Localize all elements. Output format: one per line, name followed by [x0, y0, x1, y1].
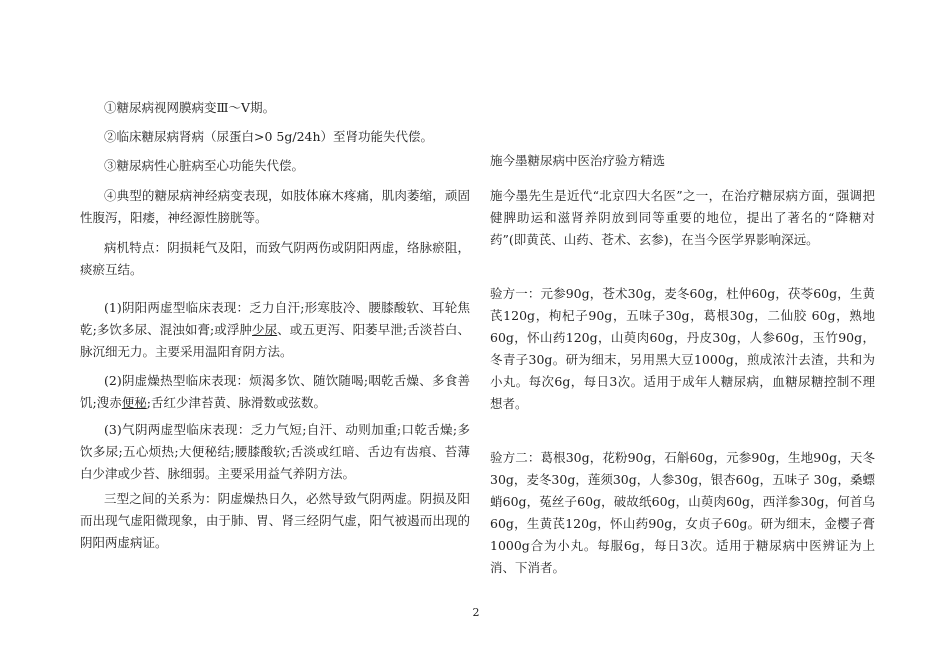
type3-paragraph: (3)气阴两虚型临床表现：乏力气短;自汗、动则加重;口乾舌燥;多饮多尿;五心烦热;大便秘结;腰膝酸软;舌淡或红暗、舌边有齿痕、苔薄白少津或少苔、脉细弱。主要采用益气养阴方法。	[80, 422, 470, 481]
page-number: 2	[472, 606, 480, 619]
recipe-one-paragraph: 验方一：元参90g，苍术30g，麦冬60g，杜仲60g，茯苓60g，生黄芪120g，枸杞子90g，五味子30g，葛根30g，二仙胶 60g，熟地60g，怀山药120g，山萸肉60g，丹皮30g，人参60g，玉竹90g，冬青子30g。研为细末，另用黑大豆1000g，煎成浓汁去渣，共和为小丸。每次6g，每日3次。适用于成年人糖尿病，血糖尿糖控制不理想者。	[490, 286, 875, 411]
list-item-neuropathy: ④典型的糖尿病神经病变表现，如肢体麻木疼痛，肌肉萎缩，顽固性腹泻，阳痿，神经源性膀胱等。	[80, 188, 470, 225]
list-item-cardiopathy: ③糖尿病性心脏病至心功能失代偿。	[104, 158, 305, 173]
pathology-paragraph: 病机特点：阴损耗气及阳，而致气阴两伤或阴阳两虚，络脉瘀阻，痰瘀互结。	[80, 240, 470, 277]
recipe-two-paragraph: 验方二：葛根30g，花粉90g，石斛60g，元参90g，生地90g，天冬30g，麦冬30g，莲须30g，人参30g，银杏60g，五味子 30g，桑螵蛸60g，菟丝子60g，破故纸60g，山萸肉60g，西洋参30g，何首乌60g，生黄芪120g，怀山药90g，女贞子60g。研为细末，金樱子膏1000g合为小丸。每服6g，每日3次。适用于糖尿病中医辨证为上消、下消者。	[490, 450, 875, 575]
type2-underlined: 便秘	[121, 395, 147, 410]
type2-text-b: ;舌红少津苔黄、脉滑数或弦数。	[146, 395, 326, 410]
list-item-nephropathy: ②临床糖尿病肾病（尿蛋白>0 5g/24h）至肾功能失代偿。	[104, 129, 434, 144]
type2-text-a: (2)阴虚燥热型临床表现：烦渴多饮、随饮随喝;咽乾舌燥、多食善饥;溲赤	[80, 373, 470, 410]
type1-paragraph	[80, 297, 470, 363]
list-item-retinopathy: ①糖尿病视网膜病变Ⅲ～Ⅴ期。	[104, 100, 276, 115]
type1-text-b: 、或五更泻、阳萎早泄;舌淡苔白、脉沉细无力。主要采用温阳育阴方法。	[80, 322, 470, 359]
intro-paragraph: 施今墨先生是近代“北京四大名医”之一，在治疗糖尿病方面，强调把健脾助运和滋肾养阴放到同等重要的地位，提出了著名的“降糖对药”(即黄芪、山药、苍术、玄参)，在当今医学界影响深远。	[490, 188, 875, 247]
section-title: 施今墨糖尿病中医治疗验方精选	[490, 153, 666, 168]
type2-paragraph	[80, 370, 470, 414]
type1-underlined: 少尿	[252, 322, 278, 337]
type1-text-a: (1)阴阳两虚型临床表现：乏力自汗;形寒肢冷、腰膝酸软、耳轮焦乾;多饮多尿、混浊如膏;或浮肿	[80, 300, 470, 337]
relation-paragraph: 三型之间的关系为：阴虚燥热日久，必然导致气阴两虚。阴损及阳而出现气虚阳微现象，由于肺、胃、肾三经阴气虚，阳气被遏而出现的阴阳两虚病证。	[80, 491, 470, 550]
